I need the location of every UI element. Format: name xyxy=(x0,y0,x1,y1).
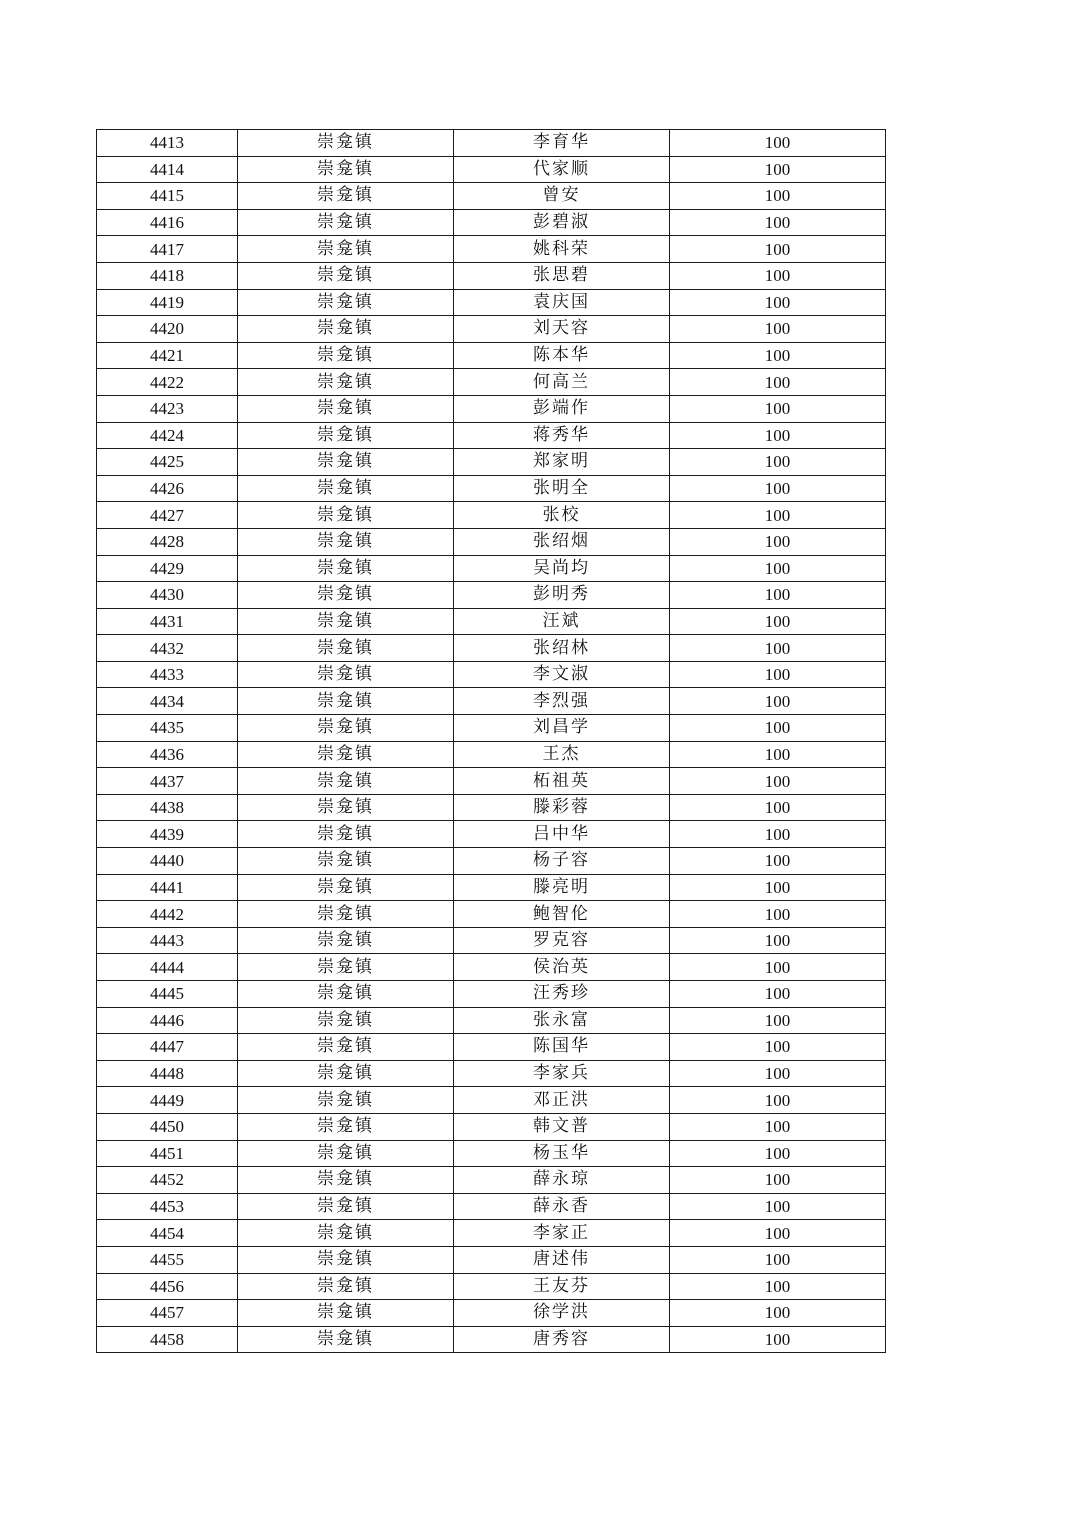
amount-cell: 100 xyxy=(670,981,886,1008)
amount-cell: 100 xyxy=(670,954,886,981)
town-cell: 崇龛镇 xyxy=(238,236,454,263)
town-cell: 崇龛镇 xyxy=(238,927,454,954)
person-name-cell: 李育华 xyxy=(454,130,670,157)
table-row xyxy=(97,156,886,183)
person-name-cell: 薛永香 xyxy=(454,1193,670,1220)
row-number-cell: 4458 xyxy=(97,1326,238,1353)
table-row xyxy=(97,1060,886,1087)
table-row xyxy=(97,741,886,768)
person-name-cell: 韩文普 xyxy=(454,1113,670,1140)
table-row xyxy=(97,661,886,688)
table-row xyxy=(97,901,886,928)
town-cell: 崇龛镇 xyxy=(238,422,454,449)
row-number-cell: 4415 xyxy=(97,183,238,210)
person-name-cell: 唐秀容 xyxy=(454,1326,670,1353)
amount-cell: 100 xyxy=(670,901,886,928)
person-name-cell: 彭明秀 xyxy=(454,582,670,609)
row-number-cell: 4455 xyxy=(97,1246,238,1273)
person-name-cell: 姚科荣 xyxy=(454,236,670,263)
person-name-cell: 张绍烟 xyxy=(454,528,670,555)
table-row xyxy=(97,422,886,449)
town-cell: 崇龛镇 xyxy=(238,475,454,502)
table-row xyxy=(97,1034,886,1061)
amount-cell: 100 xyxy=(670,741,886,768)
row-number-cell: 4418 xyxy=(97,262,238,289)
town-cell: 崇龛镇 xyxy=(238,981,454,1008)
town-cell: 崇龛镇 xyxy=(238,715,454,742)
table-row xyxy=(97,981,886,1008)
row-number-cell: 4454 xyxy=(97,1220,238,1247)
table-row xyxy=(97,582,886,609)
person-name-cell: 汪秀珍 xyxy=(454,981,670,1008)
town-cell: 崇龛镇 xyxy=(238,183,454,210)
person-name-cell: 张校 xyxy=(454,502,670,529)
person-name-cell: 薛永琼 xyxy=(454,1167,670,1194)
town-cell: 崇龛镇 xyxy=(238,821,454,848)
person-name-cell: 张永富 xyxy=(454,1007,670,1034)
table-row xyxy=(97,289,886,316)
amount-cell: 100 xyxy=(670,821,886,848)
town-cell: 崇龛镇 xyxy=(238,1326,454,1353)
town-cell: 崇龛镇 xyxy=(238,1193,454,1220)
table-row xyxy=(97,1007,886,1034)
town-cell: 崇龛镇 xyxy=(238,768,454,795)
person-name-cell: 郑家明 xyxy=(454,449,670,476)
amount-cell: 100 xyxy=(670,130,886,157)
row-number-cell: 4446 xyxy=(97,1007,238,1034)
town-cell: 崇龛镇 xyxy=(238,395,454,422)
town-cell: 崇龛镇 xyxy=(238,316,454,343)
table-row xyxy=(97,555,886,582)
table-row xyxy=(97,1326,886,1353)
amount-cell: 100 xyxy=(670,1220,886,1247)
document-table-container xyxy=(96,129,886,1353)
amount-cell: 100 xyxy=(670,209,886,236)
amount-cell: 100 xyxy=(670,395,886,422)
table-row xyxy=(97,342,886,369)
town-cell: 崇龛镇 xyxy=(238,1034,454,1061)
row-number-cell: 4423 xyxy=(97,395,238,422)
person-name-cell: 杨玉华 xyxy=(454,1140,670,1167)
town-cell: 崇龛镇 xyxy=(238,1167,454,1194)
table-row xyxy=(97,1193,886,1220)
table-row xyxy=(97,715,886,742)
row-number-cell: 4428 xyxy=(97,528,238,555)
row-number-cell: 4441 xyxy=(97,874,238,901)
person-name-cell: 刘天容 xyxy=(454,316,670,343)
person-name-cell: 吕中华 xyxy=(454,821,670,848)
roster-table xyxy=(96,129,886,1353)
row-number-cell: 4430 xyxy=(97,582,238,609)
table-row xyxy=(97,130,886,157)
town-cell: 崇龛镇 xyxy=(238,954,454,981)
person-name-cell: 侯治英 xyxy=(454,954,670,981)
town-cell: 崇龛镇 xyxy=(238,1087,454,1114)
row-number-cell: 4422 xyxy=(97,369,238,396)
table-row xyxy=(97,1300,886,1327)
amount-cell: 100 xyxy=(670,156,886,183)
person-name-cell: 徐学洪 xyxy=(454,1300,670,1327)
town-cell: 崇龛镇 xyxy=(238,555,454,582)
table-row xyxy=(97,794,886,821)
town-cell: 崇龛镇 xyxy=(238,130,454,157)
table-row xyxy=(97,1220,886,1247)
row-number-cell: 4452 xyxy=(97,1167,238,1194)
table-row xyxy=(97,848,886,875)
amount-cell: 100 xyxy=(670,582,886,609)
roster-table-body xyxy=(97,130,886,1353)
row-number-cell: 4448 xyxy=(97,1060,238,1087)
row-number-cell: 4437 xyxy=(97,768,238,795)
table-row xyxy=(97,236,886,263)
town-cell: 崇龛镇 xyxy=(238,794,454,821)
town-cell: 崇龛镇 xyxy=(238,901,454,928)
amount-cell: 100 xyxy=(670,768,886,795)
amount-cell: 100 xyxy=(670,1246,886,1273)
amount-cell: 100 xyxy=(670,369,886,396)
person-name-cell: 柘祖英 xyxy=(454,768,670,795)
row-number-cell: 4424 xyxy=(97,422,238,449)
row-number-cell: 4435 xyxy=(97,715,238,742)
person-name-cell: 代家顺 xyxy=(454,156,670,183)
town-cell: 崇龛镇 xyxy=(238,848,454,875)
amount-cell: 100 xyxy=(670,475,886,502)
town-cell: 崇龛镇 xyxy=(238,209,454,236)
row-number-cell: 4419 xyxy=(97,289,238,316)
table-row xyxy=(97,502,886,529)
row-number-cell: 4450 xyxy=(97,1113,238,1140)
person-name-cell: 滕亮明 xyxy=(454,874,670,901)
town-cell: 崇龛镇 xyxy=(238,688,454,715)
row-number-cell: 4429 xyxy=(97,555,238,582)
town-cell: 崇龛镇 xyxy=(238,156,454,183)
row-number-cell: 4457 xyxy=(97,1300,238,1327)
person-name-cell: 李家兵 xyxy=(454,1060,670,1087)
person-name-cell: 鲍智伦 xyxy=(454,901,670,928)
town-cell: 崇龛镇 xyxy=(238,874,454,901)
amount-cell: 100 xyxy=(670,502,886,529)
amount-cell: 100 xyxy=(670,1193,886,1220)
amount-cell: 100 xyxy=(670,927,886,954)
person-name-cell: 张明全 xyxy=(454,475,670,502)
row-number-cell: 4442 xyxy=(97,901,238,928)
amount-cell: 100 xyxy=(670,1326,886,1353)
town-cell: 崇龛镇 xyxy=(238,502,454,529)
table-row xyxy=(97,821,886,848)
table-row xyxy=(97,1113,886,1140)
row-number-cell: 4438 xyxy=(97,794,238,821)
amount-cell: 100 xyxy=(670,1140,886,1167)
person-name-cell: 汪斌 xyxy=(454,608,670,635)
person-name-cell: 张绍林 xyxy=(454,635,670,662)
person-name-cell: 唐述伟 xyxy=(454,1246,670,1273)
row-number-cell: 4434 xyxy=(97,688,238,715)
amount-cell: 100 xyxy=(670,422,886,449)
town-cell: 崇龛镇 xyxy=(238,582,454,609)
amount-cell: 100 xyxy=(670,316,886,343)
row-number-cell: 4451 xyxy=(97,1140,238,1167)
table-row xyxy=(97,316,886,343)
amount-cell: 100 xyxy=(670,608,886,635)
amount-cell: 100 xyxy=(670,794,886,821)
table-row xyxy=(97,183,886,210)
table-row xyxy=(97,1273,886,1300)
person-name-cell: 陈本华 xyxy=(454,342,670,369)
amount-cell: 100 xyxy=(670,342,886,369)
person-name-cell: 张思碧 xyxy=(454,262,670,289)
row-number-cell: 4453 xyxy=(97,1193,238,1220)
amount-cell: 100 xyxy=(670,555,886,582)
amount-cell: 100 xyxy=(670,661,886,688)
amount-cell: 100 xyxy=(670,1087,886,1114)
person-name-cell: 李烈强 xyxy=(454,688,670,715)
row-number-cell: 4456 xyxy=(97,1273,238,1300)
row-number-cell: 4416 xyxy=(97,209,238,236)
person-name-cell: 邓正洪 xyxy=(454,1087,670,1114)
town-cell: 崇龛镇 xyxy=(238,608,454,635)
person-name-cell: 刘昌学 xyxy=(454,715,670,742)
person-name-cell: 杨子容 xyxy=(454,848,670,875)
town-cell: 崇龛镇 xyxy=(238,661,454,688)
amount-cell: 100 xyxy=(670,236,886,263)
amount-cell: 100 xyxy=(670,1034,886,1061)
person-name-cell: 罗克容 xyxy=(454,927,670,954)
town-cell: 崇龛镇 xyxy=(238,741,454,768)
amount-cell: 100 xyxy=(670,688,886,715)
amount-cell: 100 xyxy=(670,1007,886,1034)
table-row xyxy=(97,768,886,795)
person-name-cell: 何高兰 xyxy=(454,369,670,396)
town-cell: 崇龛镇 xyxy=(238,369,454,396)
row-number-cell: 4420 xyxy=(97,316,238,343)
person-name-cell: 彭端作 xyxy=(454,395,670,422)
person-name-cell: 王友芬 xyxy=(454,1273,670,1300)
town-cell: 崇龛镇 xyxy=(238,1060,454,1087)
person-name-cell: 王杰 xyxy=(454,741,670,768)
row-number-cell: 4414 xyxy=(97,156,238,183)
row-number-cell: 4425 xyxy=(97,449,238,476)
table-row xyxy=(97,688,886,715)
town-cell: 崇龛镇 xyxy=(238,262,454,289)
amount-cell: 100 xyxy=(670,1167,886,1194)
person-name-cell: 曾安 xyxy=(454,183,670,210)
row-number-cell: 4436 xyxy=(97,741,238,768)
town-cell: 崇龛镇 xyxy=(238,1007,454,1034)
amount-cell: 100 xyxy=(670,1273,886,1300)
town-cell: 崇龛镇 xyxy=(238,342,454,369)
table-row xyxy=(97,209,886,236)
amount-cell: 100 xyxy=(670,183,886,210)
row-number-cell: 4417 xyxy=(97,236,238,263)
town-cell: 崇龛镇 xyxy=(238,1273,454,1300)
amount-cell: 100 xyxy=(670,449,886,476)
table-row xyxy=(97,608,886,635)
amount-cell: 100 xyxy=(670,289,886,316)
amount-cell: 100 xyxy=(670,874,886,901)
row-number-cell: 4447 xyxy=(97,1034,238,1061)
row-number-cell: 4433 xyxy=(97,661,238,688)
person-name-cell: 彭碧淑 xyxy=(454,209,670,236)
person-name-cell: 陈国华 xyxy=(454,1034,670,1061)
town-cell: 崇龛镇 xyxy=(238,528,454,555)
amount-cell: 100 xyxy=(670,635,886,662)
amount-cell: 100 xyxy=(670,848,886,875)
table-row xyxy=(97,1167,886,1194)
row-number-cell: 4443 xyxy=(97,927,238,954)
town-cell: 崇龛镇 xyxy=(238,449,454,476)
row-number-cell: 4440 xyxy=(97,848,238,875)
person-name-cell: 李文淑 xyxy=(454,661,670,688)
town-cell: 崇龛镇 xyxy=(238,1246,454,1273)
person-name-cell: 袁庆国 xyxy=(454,289,670,316)
table-row xyxy=(97,1246,886,1273)
town-cell: 崇龛镇 xyxy=(238,635,454,662)
amount-cell: 100 xyxy=(670,1060,886,1087)
town-cell: 崇龛镇 xyxy=(238,1140,454,1167)
row-number-cell: 4432 xyxy=(97,635,238,662)
amount-cell: 100 xyxy=(670,715,886,742)
town-cell: 崇龛镇 xyxy=(238,1300,454,1327)
table-row xyxy=(97,635,886,662)
table-row xyxy=(97,927,886,954)
table-row xyxy=(97,874,886,901)
row-number-cell: 4444 xyxy=(97,954,238,981)
amount-cell: 100 xyxy=(670,528,886,555)
row-number-cell: 4431 xyxy=(97,608,238,635)
row-number-cell: 4439 xyxy=(97,821,238,848)
table-row xyxy=(97,954,886,981)
row-number-cell: 4445 xyxy=(97,981,238,1008)
town-cell: 崇龛镇 xyxy=(238,289,454,316)
table-row xyxy=(97,528,886,555)
table-row xyxy=(97,395,886,422)
table-row xyxy=(97,262,886,289)
person-name-cell: 李家正 xyxy=(454,1220,670,1247)
amount-cell: 100 xyxy=(670,1300,886,1327)
row-number-cell: 4426 xyxy=(97,475,238,502)
row-number-cell: 4413 xyxy=(97,130,238,157)
row-number-cell: 4427 xyxy=(97,502,238,529)
table-row xyxy=(97,449,886,476)
person-name-cell: 滕彩蓉 xyxy=(454,794,670,821)
town-cell: 崇龛镇 xyxy=(238,1220,454,1247)
row-number-cell: 4449 xyxy=(97,1087,238,1114)
table-row xyxy=(97,1140,886,1167)
row-number-cell: 4421 xyxy=(97,342,238,369)
table-row xyxy=(97,1087,886,1114)
town-cell: 崇龛镇 xyxy=(238,1113,454,1140)
table-row xyxy=(97,369,886,396)
amount-cell: 100 xyxy=(670,1113,886,1140)
table-row xyxy=(97,475,886,502)
amount-cell: 100 xyxy=(670,262,886,289)
person-name-cell: 吴尚均 xyxy=(454,555,670,582)
person-name-cell: 蒋秀华 xyxy=(454,422,670,449)
